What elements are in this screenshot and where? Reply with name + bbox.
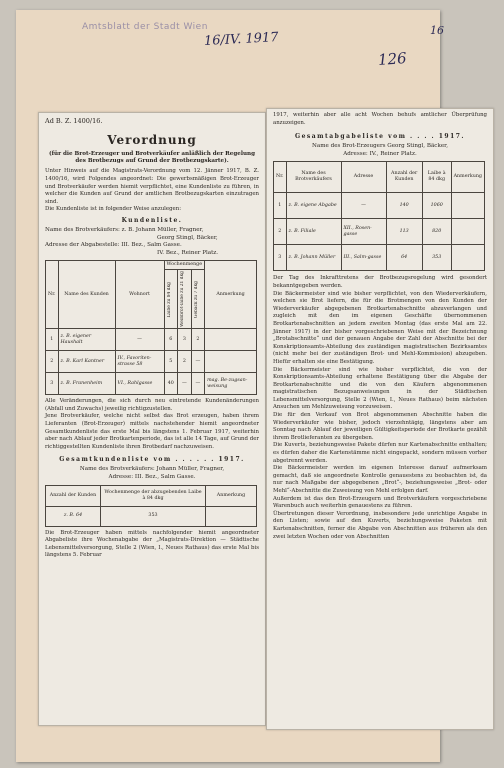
paragraph-9: Übertretungen dieser Verordnung, insbesondere jede unrichtige Angabe in den Listen; sowie auf den Kuverts, beziehungsweise Paketen mit Kartenabschnitten, ferner die Abgabe von Abschnitten aus früheren als den zwei letzten Wochen oder von Abschnitten [273, 510, 487, 540]
col-wochenmenge: Wochenmenge [164, 261, 205, 270]
left-clipping [38, 112, 266, 726]
seller-name-line: Name des Brotverkäufers: z. B. Johann Müller, Fragner, [45, 226, 204, 233]
document-subtitle: (für die Brot-Erzeuger und Brotverkäufer anläßlich der Regelung des Brotbezugs auf Grund der Brotbezugskarte). [49, 151, 255, 165]
col-gebaeck: Gebäck zu 7 dkg [191, 270, 205, 329]
table-row: 1 z. B. eigener Haushalt — 6 3 2 [46, 329, 257, 351]
address-line [39, 242, 265, 250]
customer-list-table [45, 260, 257, 395]
paragraph-4: Die Brot-Erzeuger haben mittels nachfolgender hiemit angeordneter Abgabeliste ihre Wochenabgabe der „Magistrats-Direktion — Städtische Lebensmittelversorgung, Stelle 2 (Wien, I., Neues Rathaus) das erste Mal bis längstens 5. Februar [45, 529, 259, 559]
seller-name-line-2: Georg Stingl, Bäcker, [157, 234, 218, 241]
gesamt-address: Adresse: III. Bez., Salm Gasse. [108, 474, 196, 481]
document-title: Verordnung [107, 133, 197, 147]
table-row: 1 z. B. eigene Abgabe — 140 1060 [274, 193, 485, 219]
table-row: 2 z. B. Filiale XII., Rosen-gasse 113 820 [274, 219, 485, 245]
paragraph-2: Der Tag des Inkrafttretens der Brotbezugsregelung wird gesondert bekanntgegeben werden. [273, 275, 487, 289]
table-row: 3 z. B. Johann Müller III., Salm-gasse 64 353 [274, 245, 485, 271]
paragraph-3: Die Bäckermeister sind wie bisher verpflichtet, von den Wiederverkäufern, welchen sie Brot liefern, die für die Brotmengen von den Kunden der Wiederverkäufer abgegebenen Brotkartenabschnitte abzuverlangen und zugleich mit den im eigenen Geschäfte übernommenen Brotkartenabschnitten an jedem zweiten Montag (das erste Mal am 22. Jänner 1917) in der bisher vorgeschriebenen Weise mit der Bezeichnung „Brotabschnitte“ und der genauen Angabe der Zahl der Abschnitte bei der Konskriptionsamts-Abteilung des zuständigen magistratischen Bezirksamtes (nicht mehr bei der zuständigen Brot- und Mehl-Kommission) abzugeben. Hiefür erhalten sie eine Bestätigung. [273, 290, 487, 365]
table-row: 2 z. B. Karl Kantner IV., Favoriten-strasse 58 5 2 — [46, 351, 257, 373]
archive-stamp: Amtsblatt der Stadt Wien [82, 22, 208, 32]
table-header-row: Anzahl der Kunden Wochenmenge der abzugebenden Laibe à 84 dkg Anmerkung [46, 485, 257, 506]
total-customer-table [45, 485, 257, 527]
reference-number: Ad B. Z. 1400/16. [45, 117, 103, 125]
delivery-list-table [273, 161, 485, 271]
table-row: z. B. 64 353 [46, 506, 257, 526]
paragraph-6: Die Kuverts, beziehungsweise Pakete dürfen nur Kartenabschnitte enthalten; es dürfen daher die Kartenstämme nicht eingepackt, sondern müssen vorher abgetrennt werden. [273, 442, 487, 464]
paragraph-5: Die für den Verkauf von Brot abgenommenen Abschnitte haben die Wiederverkäufer wie bisher, jedoch vierzehntägig, längstens aber am Sonntag nach Ablauf der jeweiligen Gültigkeitsperiode der Brotkarte gezählt ihrem Brotlieferanten zu übergeben. [273, 412, 487, 441]
gesamtabgabeliste-heading: Gesamtabgabeliste vom . . . . 1917. [294, 133, 466, 141]
col-anmerkung: Anmerkung [205, 261, 257, 329]
kundenliste-heading: Kundenliste. [121, 216, 183, 224]
producer-name: Name des Brot-Erzeugers Georg Stingl, Bäcker, [312, 143, 448, 150]
continuation-paragraph: 1917, weiterhin aber alle acht Wochen behufs amtlicher Überprüfung anzuzeigen. [273, 112, 487, 126]
table-row: 3 z. B. Franenheim VI., Rahlgasse 40 — — mag. Be-zugsan-weisung [46, 373, 257, 395]
paragraph-2: Alle Veränderungen, die sich durch neu eintretende Kundenänderungen (Abfall und Zuwachs) jeweilig richtigzustellen. [45, 398, 259, 412]
handwritten-number: 126 [377, 49, 408, 69]
paragraph-3: Jene Brotverkäufer, welche nicht selbst das Brot erzeugen, haben ihrem Lieferanten (Brot-Erzeuger) mittels nachstehender hiemit angeordneter Gesamtkundenliste das erste Mal bis längstens 1. Februar 1917, weiterhin aber nach Ablauf jeder Brotkartenperiode, das ist alle 14 Tage, auf Grund der richtiggestellten Kundenliste ihren Brotbedarf nachzuweisen. [45, 413, 259, 450]
handwritten-date: 16/IV. 1917 [203, 30, 279, 49]
intro-paragraph: Unter Hinweis auf die Magistrats-Verordnung vom 12. Jänner 1917, B. Z. 1400/16, wird Folgendes angeordnet: Die gewerbsmäßigen Brot-Erzeuger und Brotverkäufer werden hiemit verpflichtet, eine Kundenliste zu führen, in welcher die Kunden auf Grund der amtlichen Brotbezugskarten einzutragen sind. [45, 168, 259, 205]
table-header-row [46, 261, 257, 270]
col-name: Name des Kunden [58, 261, 115, 329]
gesamt-seller-name: Name des Brotverkäufers: Johann Müller, Fragner, [79, 466, 225, 473]
address-value: III. Bez., Salm Gasse. [121, 242, 182, 249]
intro-paragraph-2: Die Kundenliste ist in folgender Weise anzulegen: [45, 206, 182, 213]
address-label: Adresse der Abgabestelle: [45, 242, 120, 249]
right-clipping [266, 108, 494, 730]
col-wohnort: Wohnort [115, 261, 164, 329]
corner-mark: 16 [430, 24, 444, 37]
gesamtkundenliste-heading: Gesamtkundenliste vom . . . . . . 1917. [59, 456, 245, 464]
paragraph-7: Die Bäckermeister werden im eigenen Interesse darauf aufmerksam gemacht, daß sie angeordnete Kontrolle genauestens zu beobachten ist, da nur nach Maßgabe der abgegebenen „Brot“-, beziehungsweise „Brot- oder Mehl“-Abschnitte die Zuweisung von Mehl erfolgen darf. [273, 465, 487, 494]
paragraph-4: Die Bäckermeister sind wie bisher verpflichtet, die von der Konskriptionsamts-Abteilung erhaltene Bestätigung über die Abgabe der Brotkartenabschnitte und die von den Käufern abgenommenen magistratischen Bezugsanweisungen in der Städtischen Lebensmittelversorgung, Stelle 2 (Wien, I., Neues Rathaus) beim nächsten Ansuchen um Mehlzuweisung vorzuweisen. [273, 366, 487, 411]
col-laibe: Laibe zu 84 dkg [164, 270, 178, 329]
producer-address: Adresse: IV., Reiner Platz. [343, 150, 417, 157]
col-weissbrot: Weißbrot-laibe zu 21 dkg [178, 270, 191, 329]
address-value-2: IV. Bez., Reiner Platz. [157, 249, 219, 256]
table-header-row: Nr. Name des Brotverkäufers Adresse Anzahl der Kunden Laibe à 84 dkg Anmerkung [274, 162, 485, 193]
col-nr: Nr. [46, 261, 59, 329]
paragraph-8: Außerdem ist das den Brot-Erzeugern und Brotverkäufern vorgeschriebene Warenbuch auch weiterhin genauestens zu führen. [273, 495, 487, 510]
